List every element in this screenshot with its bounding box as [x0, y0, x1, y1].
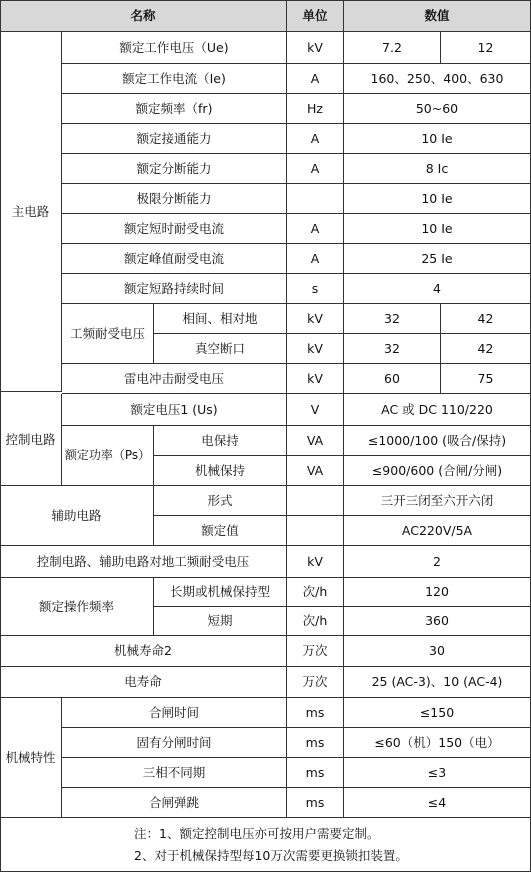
- row-label: 形式: [154, 486, 287, 516]
- row-unit: V: [287, 394, 344, 426]
- row-unit: 次/h: [287, 578, 344, 607]
- group-control-circuit: 控制电路: [0, 394, 62, 486]
- notes: [0, 818, 531, 872]
- row-unit: 万次: [287, 667, 344, 698]
- row-value: 10 Ie: [344, 184, 531, 214]
- row-value-1: 60: [344, 364, 441, 394]
- row-value: 25 (AC-3)、10 (AC-4): [344, 667, 531, 698]
- group-rated-power: 额定功率（Ps）: [62, 426, 154, 486]
- row-value: AC220V/5A: [344, 516, 531, 546]
- row-unit: 万次: [287, 636, 344, 667]
- row-unit: [287, 184, 344, 214]
- row-value: 4: [344, 274, 531, 304]
- row-label: 固有分闸时间: [62, 728, 287, 758]
- header-value: 数值: [344, 0, 531, 32]
- row-unit: A: [287, 124, 344, 154]
- row-label: 额定频率（fr): [62, 94, 287, 124]
- row-label: 真空断口: [154, 334, 287, 364]
- row-unit: Hz: [287, 94, 344, 124]
- row-unit: VA: [287, 456, 344, 486]
- group-main-circuit: 主电路: [0, 32, 62, 392]
- row-value-2: 12: [441, 32, 531, 64]
- row-label: 短期: [154, 607, 287, 636]
- row-label: 控制电路、辅助电路对地工频耐受电压: [0, 546, 287, 578]
- row-label: 额定短时耐受电流: [62, 214, 287, 244]
- group-mech-char: 机械特性: [0, 698, 62, 818]
- row-value-2: 42: [441, 304, 531, 334]
- row-unit: ms: [287, 698, 344, 728]
- row-unit: kV: [287, 334, 344, 364]
- row-unit: A: [287, 64, 344, 94]
- row-value: 50~60: [344, 94, 531, 124]
- row-unit: kV: [287, 304, 344, 334]
- row-value-1: 32: [344, 334, 441, 364]
- row-value: AC 或 DC 110/220: [344, 394, 531, 426]
- row-value: 10 Ie: [344, 214, 531, 244]
- row-unit: A: [287, 244, 344, 274]
- row-label: 额定值: [154, 516, 287, 546]
- row-unit: kV: [287, 546, 344, 578]
- row-value: 三开三闭至六开六闭: [344, 486, 531, 516]
- row-value: ≤150: [344, 698, 531, 728]
- row-value: 2: [344, 546, 531, 578]
- row-value: ≤1000/100 (吸合/保持): [344, 426, 531, 456]
- row-value-2: 42: [441, 334, 531, 364]
- row-label: 额定峰值耐受电流: [62, 244, 287, 274]
- row-label: 额定电压1 (Us): [62, 394, 287, 426]
- row-label: 电保持: [154, 426, 287, 456]
- row-unit: [287, 486, 344, 516]
- row-label: 额定工作电压（Ue): [62, 32, 287, 64]
- row-label: 雷电冲击耐受电压: [62, 364, 287, 394]
- row-unit: A: [287, 214, 344, 244]
- row-unit: kV: [287, 32, 344, 64]
- group-aux-circuit: 辅助电路: [0, 486, 154, 546]
- row-label: 额定工作电流（Ie): [62, 64, 287, 94]
- note-line-1: 注：1、额定控制电压亦可按用户需要定制。: [134, 825, 380, 841]
- group-rated-op-freq: 额定操作频率: [0, 578, 154, 636]
- row-value: 8 Ic: [344, 154, 531, 184]
- row-label: 合闸时间: [62, 698, 287, 728]
- row-value: ≤900/600 (合闸/分闸): [344, 456, 531, 486]
- row-unit: ms: [287, 788, 344, 818]
- row-value: 160、250、400、630: [344, 64, 531, 94]
- row-label: 长期或机械保持型: [154, 578, 287, 607]
- row-label: 相间、相对地: [154, 304, 287, 334]
- row-value: 25 Ie: [344, 244, 531, 274]
- row-label: 额定分断能力: [62, 154, 287, 184]
- row-label: 电寿命: [0, 667, 287, 698]
- row-value-2: 75: [441, 364, 531, 394]
- row-label: 机械保持: [154, 456, 287, 486]
- header-name: 名称: [0, 0, 287, 32]
- row-label: 合闸弹跳: [62, 788, 287, 818]
- row-value: ≤60（机）150（电）: [344, 728, 531, 758]
- row-unit: ms: [287, 728, 344, 758]
- row-unit: VA: [287, 426, 344, 456]
- row-label: 三相不同期: [62, 758, 287, 788]
- row-unit: s: [287, 274, 344, 304]
- group-power-freq-withstand: 工频耐受电压: [62, 304, 154, 364]
- row-unit: kV: [287, 364, 344, 394]
- row-unit: A: [287, 154, 344, 184]
- row-value-1: 7.2: [344, 32, 441, 64]
- row-unit: ms: [287, 758, 344, 788]
- row-unit: 次/h: [287, 607, 344, 636]
- note-line-2: 2、对于机械保持型每10万次需要更换锁扣装置。: [134, 847, 408, 863]
- row-label: 极限分断能力: [62, 184, 287, 214]
- row-value: ≤4: [344, 788, 531, 818]
- row-value: ≤3: [344, 758, 531, 788]
- row-label: 额定接通能力: [62, 124, 287, 154]
- row-value: 360: [344, 607, 531, 636]
- header-unit: 单位: [287, 0, 344, 32]
- row-value-1: 32: [344, 304, 441, 334]
- row-label: 额定短路持续时间: [62, 274, 287, 304]
- row-value: 30: [344, 636, 531, 667]
- row-label: 机械寿命2: [0, 636, 287, 667]
- row-value: 10 Ie: [344, 124, 531, 154]
- row-unit: [287, 516, 344, 546]
- row-value: 120: [344, 578, 531, 607]
